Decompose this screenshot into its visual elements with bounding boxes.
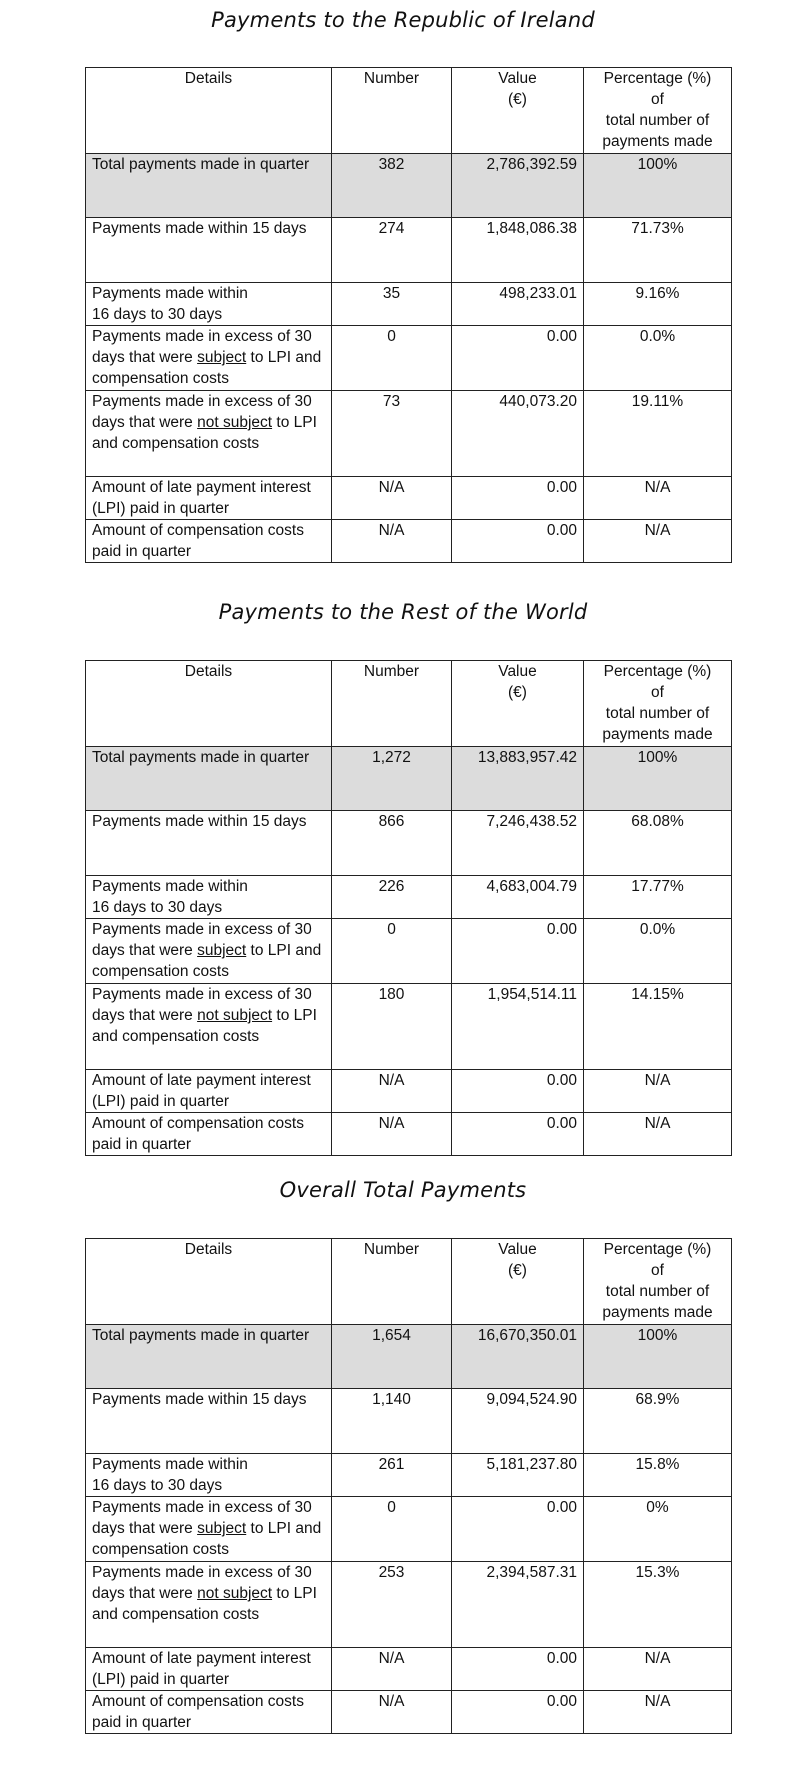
table-row-excess-subject bbox=[86, 326, 732, 391]
table-row-within-15 bbox=[86, 811, 732, 876]
header-number: Number bbox=[332, 661, 452, 747]
row-value: 0.00 bbox=[452, 1113, 584, 1156]
row-number: 0 bbox=[332, 1497, 452, 1562]
header-percentage: Percentage (%) of total number of payments made bbox=[584, 1239, 732, 1325]
row-label: Payments made in excess of 30 days that were not subject to LPI and compensation costs bbox=[86, 984, 332, 1070]
table-row-total bbox=[86, 154, 732, 218]
row-value: 9,094,524.90 bbox=[452, 1389, 584, 1454]
table-row-compensation bbox=[86, 520, 732, 563]
row-number: 73 bbox=[332, 391, 452, 477]
row-number: N/A bbox=[332, 1070, 452, 1113]
row-percentage: 68.9% bbox=[584, 1389, 732, 1454]
row-number: N/A bbox=[332, 1691, 452, 1734]
row-percentage: N/A bbox=[584, 1691, 732, 1734]
row-label: Payments made within 15 days bbox=[86, 218, 332, 283]
table-row-excess-subject bbox=[86, 919, 732, 984]
payments-table bbox=[85, 67, 732, 563]
header-number: Number bbox=[332, 68, 452, 154]
row-value: 5,181,237.80 bbox=[452, 1454, 584, 1497]
row-value: 1,954,514.11 bbox=[452, 984, 584, 1070]
header-percentage: Percentage (%) of total number of payments made bbox=[584, 68, 732, 154]
header-details: Details bbox=[86, 661, 332, 747]
row-label: Amount of compensation costs paid in quarter bbox=[86, 1113, 332, 1156]
row-percentage: 100% bbox=[584, 1325, 732, 1389]
header-row bbox=[86, 68, 732, 154]
row-percentage: 19.11% bbox=[584, 391, 732, 477]
row-label: Payments made within 15 days bbox=[86, 1389, 332, 1454]
row-percentage: 0.0% bbox=[584, 326, 732, 391]
payments-table bbox=[85, 1238, 732, 1734]
table-row-total bbox=[86, 747, 732, 811]
row-number: 274 bbox=[332, 218, 452, 283]
row-number: 866 bbox=[332, 811, 452, 876]
section-title: Payments to the Republic of Ireland bbox=[211, 8, 595, 32]
table-row-16-to-30 bbox=[86, 876, 732, 919]
row-number: 0 bbox=[332, 326, 452, 391]
table-row-within-15 bbox=[86, 1389, 732, 1454]
row-value: 2,786,392.59 bbox=[452, 154, 584, 218]
section-title: Payments to the Rest of the World bbox=[218, 600, 588, 624]
row-label: Total payments made in quarter bbox=[86, 154, 332, 218]
row-value: 7,246,438.52 bbox=[452, 811, 584, 876]
row-label: Amount of compensation costs paid in quarter bbox=[86, 520, 332, 563]
header-details: Details bbox=[86, 68, 332, 154]
row-percentage: N/A bbox=[584, 520, 732, 563]
row-percentage: 14.15% bbox=[584, 984, 732, 1070]
payments-table bbox=[85, 660, 732, 1156]
header-row bbox=[86, 661, 732, 747]
row-value: 0.00 bbox=[452, 919, 584, 984]
row-percentage: 100% bbox=[584, 154, 732, 218]
row-label: Payments made in excess of 30 days that were subject to LPI and compensation costs bbox=[86, 919, 332, 984]
table-row-excess-not-subject bbox=[86, 984, 732, 1070]
section-title: Overall Total Payments bbox=[279, 1178, 527, 1202]
row-label: Payments made in excess of 30 days that were not subject to LPI and compensation costs bbox=[86, 391, 332, 477]
row-label: Payments made within 16 days to 30 days bbox=[86, 876, 332, 919]
table-row-lpi bbox=[86, 477, 732, 520]
header-value: Value (€) bbox=[452, 68, 584, 154]
row-value: 0.00 bbox=[452, 477, 584, 520]
row-number: N/A bbox=[332, 520, 452, 563]
row-value: 0.00 bbox=[452, 1648, 584, 1691]
row-label: Amount of late payment interest (LPI) paid in quarter bbox=[86, 1070, 332, 1113]
row-percentage: N/A bbox=[584, 1648, 732, 1691]
row-number: 1,272 bbox=[332, 747, 452, 811]
table-row-16-to-30 bbox=[86, 1454, 732, 1497]
row-number: N/A bbox=[332, 477, 452, 520]
row-percentage: N/A bbox=[584, 1113, 732, 1156]
table-row-16-to-30 bbox=[86, 283, 732, 326]
header-details: Details bbox=[86, 1239, 332, 1325]
row-value: 0.00 bbox=[452, 326, 584, 391]
row-value: 0.00 bbox=[452, 1497, 584, 1562]
header-number: Number bbox=[332, 1239, 452, 1325]
header-value: Value (€) bbox=[452, 661, 584, 747]
row-number: 180 bbox=[332, 984, 452, 1070]
row-value: 1,848,086.38 bbox=[452, 218, 584, 283]
row-value: 498,233.01 bbox=[452, 283, 584, 326]
row-label: Payments made in excess of 30 days that were not subject to LPI and compensation costs bbox=[86, 1562, 332, 1648]
row-number: N/A bbox=[332, 1648, 452, 1691]
row-percentage: N/A bbox=[584, 1070, 732, 1113]
table-row-lpi bbox=[86, 1070, 732, 1113]
row-percentage: 17.77% bbox=[584, 876, 732, 919]
header-row bbox=[86, 1239, 732, 1325]
row-percentage: 71.73% bbox=[584, 218, 732, 283]
table-row-total bbox=[86, 1325, 732, 1389]
row-label: Amount of late payment interest (LPI) paid in quarter bbox=[86, 1648, 332, 1691]
row-percentage: 0.0% bbox=[584, 919, 732, 984]
row-number: 1,140 bbox=[332, 1389, 452, 1454]
row-percentage: 0% bbox=[584, 1497, 732, 1562]
row-label: Payments made within 16 days to 30 days bbox=[86, 1454, 332, 1497]
row-number: 253 bbox=[332, 1562, 452, 1648]
row-value: 2,394,587.31 bbox=[452, 1562, 584, 1648]
row-number: 0 bbox=[332, 919, 452, 984]
row-number: 1,654 bbox=[332, 1325, 452, 1389]
row-label: Payments made in excess of 30 days that were subject to LPI and compensation costs bbox=[86, 1497, 332, 1562]
table-row-excess-not-subject bbox=[86, 1562, 732, 1648]
row-percentage: 9.16% bbox=[584, 283, 732, 326]
row-label: Amount of late payment interest (LPI) paid in quarter bbox=[86, 477, 332, 520]
header-value: Value (€) bbox=[452, 1239, 584, 1325]
table-row-excess-not-subject bbox=[86, 391, 732, 477]
row-label: Payments made within 16 days to 30 days bbox=[86, 283, 332, 326]
row-label: Total payments made in quarter bbox=[86, 1325, 332, 1389]
table-row-within-15 bbox=[86, 218, 732, 283]
row-label: Amount of compensation costs paid in quarter bbox=[86, 1691, 332, 1734]
table-row-compensation bbox=[86, 1113, 732, 1156]
row-value: 16,670,350.01 bbox=[452, 1325, 584, 1389]
row-number: N/A bbox=[332, 1113, 452, 1156]
row-label: Payments made in excess of 30 days that were subject to LPI and compensation costs bbox=[86, 326, 332, 391]
row-percentage: 15.3% bbox=[584, 1562, 732, 1648]
table-row-excess-subject bbox=[86, 1497, 732, 1562]
row-percentage: N/A bbox=[584, 477, 732, 520]
row-number: 261 bbox=[332, 1454, 452, 1497]
row-value: 0.00 bbox=[452, 1691, 584, 1734]
row-value: 440,073.20 bbox=[452, 391, 584, 477]
row-value: 4,683,004.79 bbox=[452, 876, 584, 919]
table-row-compensation bbox=[86, 1691, 732, 1734]
row-number: 35 bbox=[332, 283, 452, 326]
row-number: 382 bbox=[332, 154, 452, 218]
row-percentage: 15.8% bbox=[584, 1454, 732, 1497]
row-label: Total payments made in quarter bbox=[86, 747, 332, 811]
row-value: 0.00 bbox=[452, 520, 584, 563]
row-number: 226 bbox=[332, 876, 452, 919]
row-percentage: 68.08% bbox=[584, 811, 732, 876]
header-percentage: Percentage (%) of total number of payments made bbox=[584, 661, 732, 747]
row-percentage: 100% bbox=[584, 747, 732, 811]
row-label: Payments made within 15 days bbox=[86, 811, 332, 876]
table-row-lpi bbox=[86, 1648, 732, 1691]
row-value: 13,883,957.42 bbox=[452, 747, 584, 811]
row-value: 0.00 bbox=[452, 1070, 584, 1113]
